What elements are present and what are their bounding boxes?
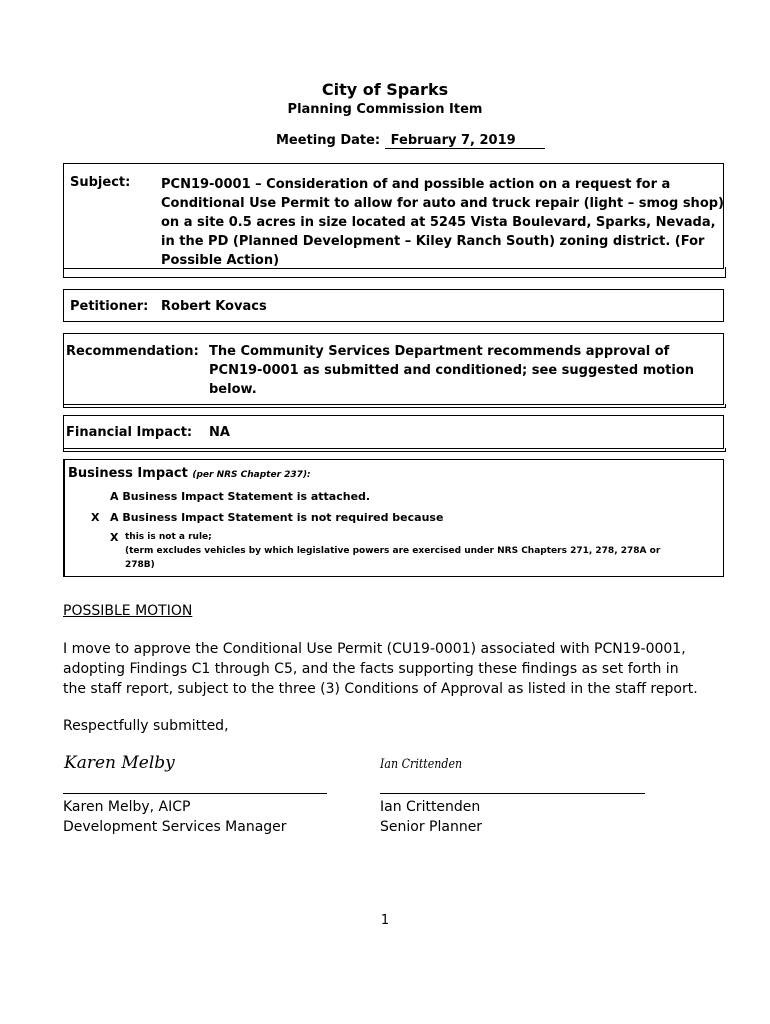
business-reason: this is not a rule;	[125, 532, 212, 542]
document-title: City of Sparks	[321, 80, 449, 99]
meeting-date-row	[276, 133, 545, 149]
subject-line: Possible Action)	[161, 253, 280, 268]
signature-line-right	[380, 793, 645, 794]
motion-text	[63, 639, 698, 699]
meeting-date-value: February 7, 2019	[385, 133, 545, 149]
subject-line: in the PD (Planned Development – Kiley Ranch South) zoning district. (For	[161, 234, 705, 249]
signature-ian-crittenden: Ian Crittenden	[380, 757, 463, 772]
motion-line: adopting Findings C1 through C5, and the facts supporting these findings as set forth in	[63, 661, 679, 677]
possible-motion-heading: POSSIBLE MOTION	[63, 603, 193, 619]
signer-right-name: Ian Crittenden	[380, 799, 481, 815]
business-option-not-required: A Business Impact Statement is not required because	[110, 511, 444, 524]
recommendation-label: Recommendation:	[66, 344, 199, 359]
signer-left-name: Karen Melby, AICP	[63, 799, 191, 815]
business-impact-heading	[68, 466, 311, 481]
document-subtitle: Planning Commission Item	[287, 102, 483, 117]
motion-line: the staff report, subject to the three (3) Conditions of Approval as listed in the staff report.	[63, 681, 698, 697]
business-option-attached: A Business Impact Statement is attached.	[110, 490, 371, 503]
business-option-not-required-mark: X	[91, 511, 100, 524]
subject-line: Conditional Use Permit to allow for auto and truck repair (light – smog shop)	[161, 196, 724, 211]
business-impact-note: (per NRS Chapter 237):	[192, 470, 311, 480]
subject-label: Subject:	[70, 175, 131, 190]
signer-left-title: Development Services Manager	[63, 819, 287, 835]
subject-text	[161, 175, 724, 270]
recommendation-box-underline	[63, 404, 726, 408]
petitioner-value: Robert Kovacs	[161, 299, 267, 314]
business-impact-label: Business Impact	[68, 466, 188, 481]
financial-impact-value: NA	[209, 425, 230, 440]
recommendation-line: below.	[209, 382, 257, 397]
meeting-date-label: Meeting Date:	[276, 133, 381, 148]
page-number: 1	[380, 913, 390, 928]
signature-karen-melby: Karen Melby	[64, 753, 175, 773]
subject-line: on a site 0.5 acres in size located at 5245 Vista Boulevard, Sparks, Nevada,	[161, 215, 716, 230]
recommendation-line: PCN19-0001 as submitted and conditioned; see suggested motion	[209, 363, 695, 378]
business-reason-note-cont: 278B)	[125, 560, 155, 570]
closing-text: Respectfully submitted,	[63, 718, 229, 734]
business-reason-note: (term excludes vehicles by which legislative powers are exercised under NRS Chapters 271, 278, 278A or	[125, 546, 661, 556]
signer-right-title: Senior Planner	[380, 819, 483, 835]
financial-impact-box-underline	[63, 448, 726, 452]
business-reason-mark: X	[110, 531, 119, 544]
subject-line: PCN19-0001 – Consideration of and possible action on a request for a	[161, 177, 671, 192]
motion-line: I move to approve the Conditional Use Permit (CU19-0001) associated with PCN19-0001,	[63, 641, 686, 657]
signature-line-left	[63, 793, 327, 794]
recommendation-text	[209, 342, 694, 399]
financial-impact-label: Financial Impact:	[66, 425, 193, 440]
petitioner-label: Petitioner:	[70, 299, 149, 314]
recommendation-line: The Community Services Department recommends approval of	[209, 344, 670, 359]
